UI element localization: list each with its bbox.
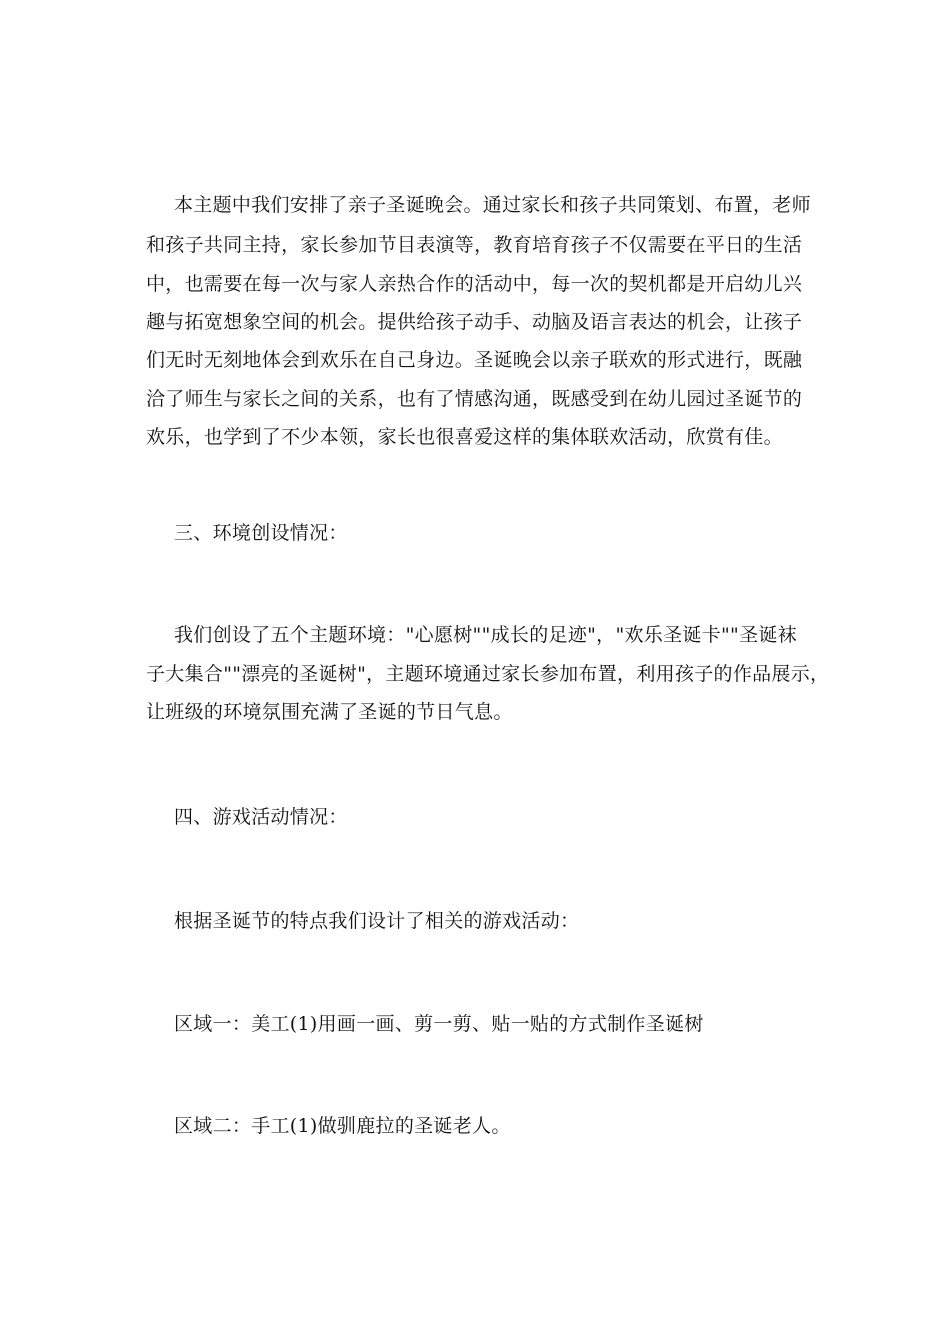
paragraph-2-line-1: 我们创设了五个主题环境："心愿树""成长的足迹"，"欢乐圣诞卡""圣诞袜 xyxy=(174,624,797,646)
paragraph-1-line-7: 欢乐，也学到了不少本领，家长也很喜爱这样的集体联欢活动，欣赏有佳。 xyxy=(146,426,783,448)
paragraph-1-line-1: 本主题中我们安排了亲子圣诞晚会。通过家长和孩子共同策划、布置，老师 xyxy=(174,194,811,216)
paragraph-1-line-4: 趣与拓宽想象空间的机会。提供给孩子动手、动脑及语言表达的机会，让孩子 xyxy=(146,311,803,333)
area-2-text: 区域二：手工(1)做驯鹿拉的圣诞老人。 xyxy=(174,1115,511,1137)
section-heading-3: 三、环境创设情况： xyxy=(174,522,348,544)
paragraph-1-line-5: 们无时无刻地体会到欢乐在自己身边。圣诞晚会以亲子联欢的形式进行，既融 xyxy=(146,349,803,371)
paragraph-2-line-3: 让班级的环境氛围充满了圣诞的节日气息。 xyxy=(146,701,513,723)
section-heading-4: 四、游戏活动情况： xyxy=(174,806,348,828)
paragraph-1-line-2: 和孩子共同主持，家长参加节目表演等，教育培育孩子不仅需要在平日的生活 xyxy=(146,234,803,256)
paragraph-1-line-6: 洽了师生与家长之间的关系，也有了情感沟通，既感受到在幼儿园过圣诞节的 xyxy=(146,388,803,410)
paragraph-3: 根据圣诞节的特点我们设计了相关的游戏活动： xyxy=(174,910,580,932)
paragraph-2-line-2: 子大集合""漂亮的圣诞树"，主题环境通过家长参加布置，利用孩子的作品展示， xyxy=(146,663,830,685)
paragraph-1-line-3: 中，也需要在每一次与家人亲热合作的活动中，每一次的契机都是开启幼儿兴 xyxy=(146,273,803,295)
area-1-text: 区域一：美工(1)用画一画、剪一剪、贴一贴的方式制作圣诞树 xyxy=(174,1013,704,1035)
